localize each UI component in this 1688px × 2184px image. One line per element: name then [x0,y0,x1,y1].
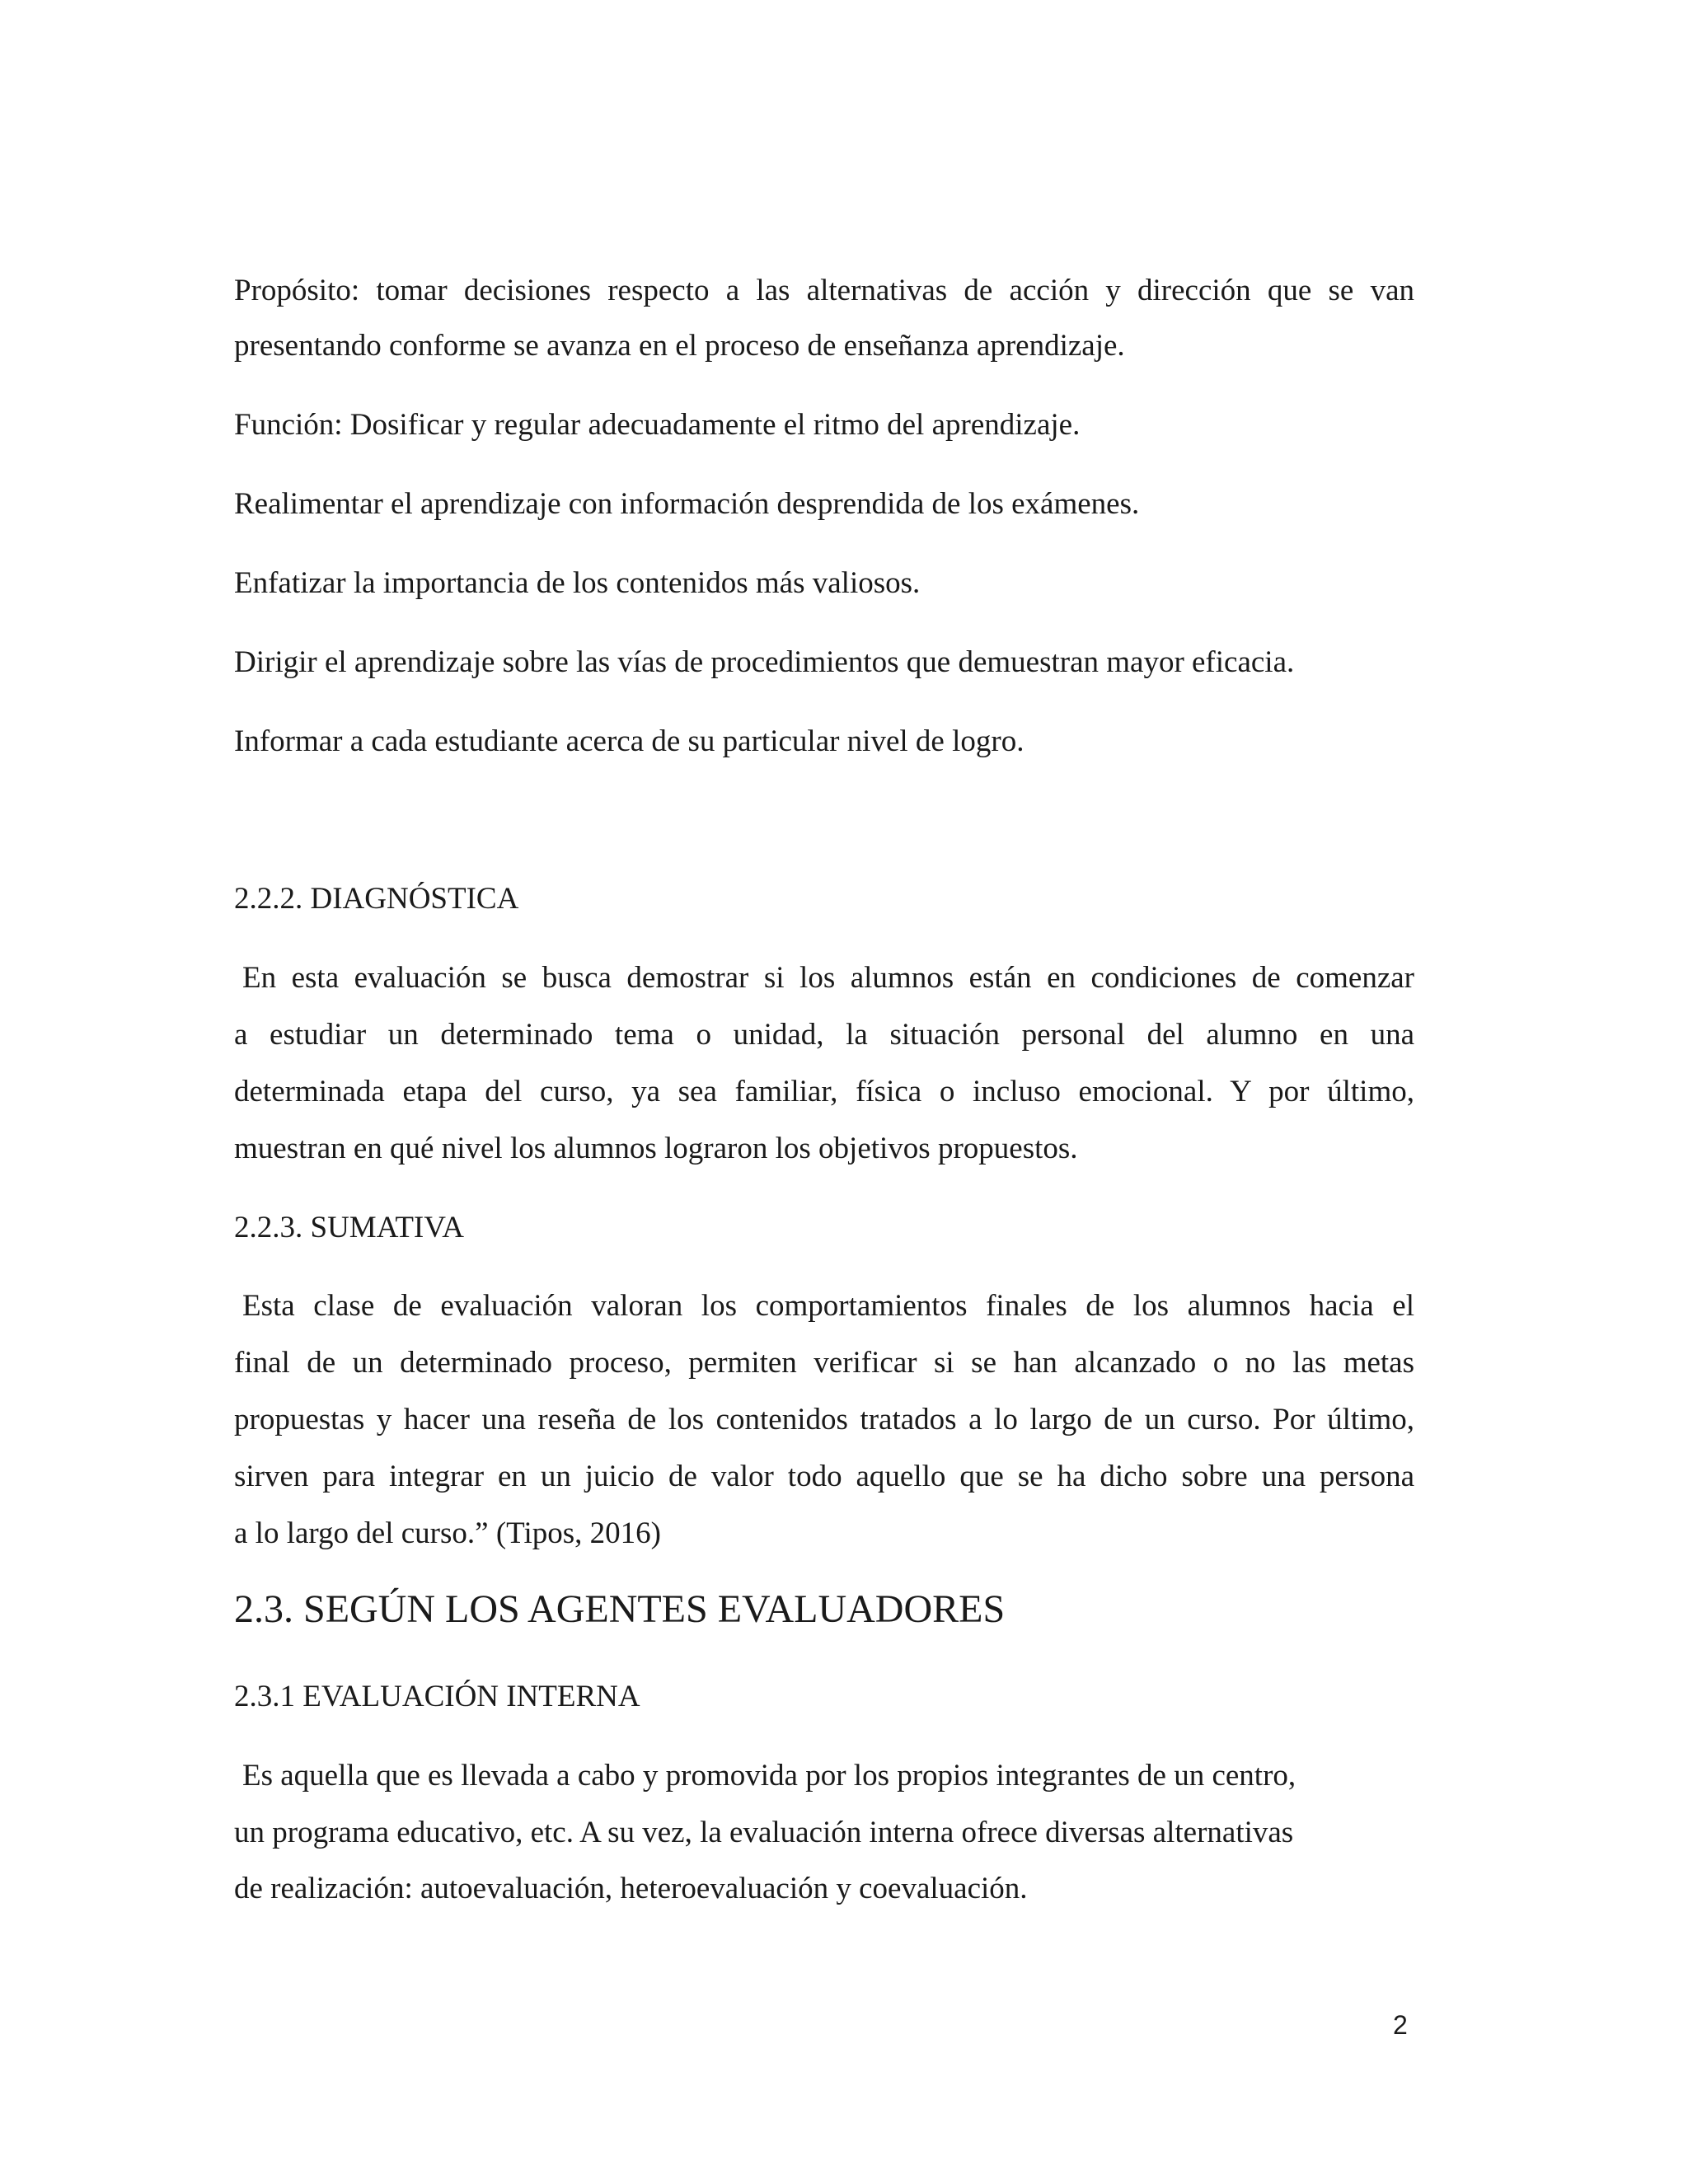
diagnostica-para-line-3: determinada etapa del curso, ya sea familiar, física o incluso emocional. Y por último, [234,1075,1414,1108]
section-heading-sumativa: 2.2.3. SUMATIVA [234,1211,464,1244]
section-heading-diagnostica: 2.2.2. DIAGNÓSTICA [234,882,519,916]
inform-line: Informar a cada estudiante acerca de su particular nivel de logro. [234,724,1025,758]
interna-para-line-3: de realización: autoevaluación, heteroevaluación y coevaluación. [234,1872,1028,1905]
interna-para-line-1: Es aquella que es llevada a cabo y promovida por los propios integrantes de un centro, [242,1759,1296,1793]
feedback-line: Realimentar el aprendizaje con información desprendida de los exámenes. [234,487,1140,521]
sumativa-para-line-5: a lo largo del curso.” (Tipos, 2016) [234,1516,661,1550]
diagnostica-para-line-4: muestran en qué nivel los alumnos lograron los objetivos propuestos. [234,1132,1078,1165]
sumativa-para-line-1: Esta clase de evaluación valoran los comportamientos finales de los alumnos hacia el [242,1289,1414,1323]
page-number: 2 [1393,2010,1408,2040]
diagnostica-para-line-2: a estudiar un determinado tema o unidad, la situación personal del alumno en una [234,1018,1414,1052]
purpose-line-1: Propósito: tomar decisiones respecto a las alternativas de acción y dirección que se van [234,274,1414,307]
function-line: Función: Dosificar y regular adecuadamente el ritmo del aprendizaje. [234,408,1081,442]
sumativa-para-line-4: sirven para integrar en un juicio de valor todo aquello que se ha dicho sobre una persona [234,1460,1414,1493]
section-heading-agentes: 2.3. SEGÚN LOS AGENTES EVALUADORES [234,1587,1006,1631]
purpose-line-2: presentando conforme se avanza en el proceso de enseñanza aprendizaje. [234,329,1125,363]
diagnostica-para-line-1: En esta evaluación se busca demostrar si los alumnos están en condiciones de comenzar [242,961,1414,995]
sumativa-para-line-3: propuestas y hacer una reseña de los contenidos tratados a lo largo de un curso. Por último, [234,1403,1414,1436]
direct-line: Dirigir el aprendizaje sobre las vías de procedimientos que demuestran mayor eficacia. [234,645,1295,679]
interna-para-line-2: un programa educativo, etc. A su vez, la evaluación interna ofrece diversas alternativas [234,1816,1294,1849]
sumativa-para-line-2: final de un determinado proceso, permiten verificar si se han alcanzado o no las metas [234,1346,1414,1380]
section-heading-interna: 2.3.1 EVALUACIÓN INTERNA [234,1680,640,1713]
emphasize-line: Enfatizar la importancia de los contenidos más valiosos. [234,566,921,600]
